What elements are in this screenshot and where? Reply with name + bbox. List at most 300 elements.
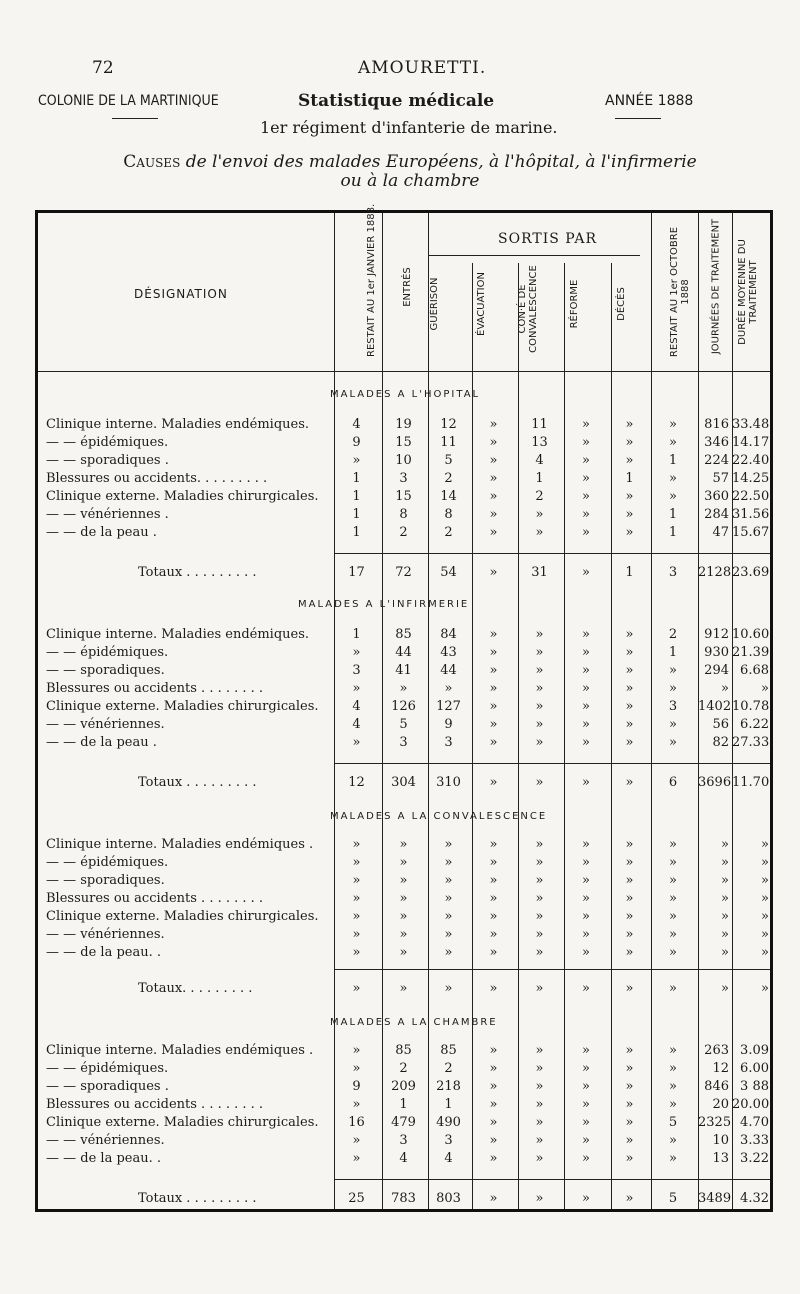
cell-value: 1 (352, 489, 361, 504)
cell-value: » (489, 927, 498, 942)
cell-value: » (625, 927, 634, 942)
cell-value: » (625, 453, 634, 468)
cell-value: » (721, 945, 729, 960)
cell-value: » (535, 1097, 544, 1112)
cell-value: » (535, 891, 544, 906)
cell-value: » (761, 837, 769, 852)
cell-value: » (352, 735, 361, 750)
cell-value: » (721, 681, 729, 696)
cell-value: 490 (436, 1115, 461, 1130)
row-label: — — vénériennes. (46, 1133, 165, 1148)
cell-value: 294 (704, 663, 729, 678)
row-label: Blessures ou accidents. . . . . . . . . (46, 471, 268, 486)
cell-value: 85 (395, 1043, 412, 1058)
cell-value: » (535, 1115, 544, 1130)
row-label: — — vénériennes. (46, 927, 165, 942)
cell-value: » (352, 645, 361, 660)
cell-value: » (489, 873, 498, 888)
cell-value: 14 (440, 489, 457, 504)
cell-value: 1 (668, 453, 678, 468)
table-row (38, 1133, 776, 1151)
cell-value: » (582, 1115, 590, 1130)
cell-value: » (669, 891, 677, 906)
table-row (38, 1151, 776, 1169)
regiment-subtitle: 1er régiment d'infanterie de marine. (260, 118, 558, 137)
cell-value: » (582, 945, 590, 960)
cell-value: 44 (395, 645, 412, 660)
sortis-rule (428, 255, 640, 256)
cell-value: » (444, 891, 453, 906)
cell-value: » (535, 837, 544, 852)
cell-value: 21.39 (732, 645, 770, 660)
cell-value: » (721, 909, 729, 924)
cell-value: » (669, 1061, 677, 1076)
cell-value: 3696 (698, 775, 732, 790)
cell-value: » (625, 1151, 634, 1166)
cell-value: » (761, 855, 769, 870)
cell-value: » (444, 909, 453, 924)
cell-value: 3 (352, 663, 361, 678)
cell-value: 6 (668, 775, 678, 790)
cell-value: » (444, 927, 453, 942)
cell-value: » (582, 489, 590, 504)
cell-value: 1 (625, 471, 634, 486)
row-label: — — de la peau . (46, 735, 157, 750)
row-label: Clinique interne. Maladies endémiques . (46, 1043, 314, 1058)
cell-value: 10 (395, 453, 412, 468)
cell-value: 57 (712, 471, 729, 486)
cell-value: » (582, 453, 590, 468)
reforme-header: RÉFORME (569, 279, 580, 329)
cell-value: 284 (704, 507, 729, 522)
cell-value: 11.70 (732, 775, 770, 790)
cell-value: 15 (395, 489, 412, 504)
cell-value: 12 (348, 775, 365, 790)
cell-value: 3 (399, 735, 408, 750)
cell-value: » (399, 681, 408, 696)
cell-value: » (669, 1133, 677, 1148)
cell-value: » (399, 927, 408, 942)
cell-value: » (535, 717, 544, 732)
section-title: MALADES A L'HOPITAL (330, 389, 481, 400)
totals-row (38, 981, 776, 999)
cell-value: » (489, 645, 498, 660)
cell-value: » (535, 1061, 544, 1076)
cell-value: » (352, 1061, 361, 1076)
totals-rule (334, 1179, 770, 1180)
cell-value: » (535, 1151, 544, 1166)
cell-value: 1 (399, 1097, 408, 1112)
cell-value: » (489, 699, 498, 714)
cell-value: » (721, 855, 729, 870)
cell-value: 25 (348, 1191, 365, 1206)
sortis-header: SORTIS PAR (498, 231, 598, 247)
table-row (38, 873, 776, 891)
cell-value: 82 (712, 735, 729, 750)
cell-value: » (489, 1079, 498, 1094)
cell-value: » (669, 1151, 677, 1166)
cell-value: 11 (531, 417, 548, 432)
cell-value: » (352, 1151, 361, 1166)
cell-value: 346 (704, 435, 729, 450)
cell-value: 10.60 (732, 627, 770, 642)
cell-value: » (489, 855, 498, 870)
cell-value: 47 (712, 525, 729, 540)
cell-value: » (582, 1133, 590, 1148)
cell-value: 1 (352, 627, 361, 642)
cell-value: » (625, 873, 634, 888)
cell-value: 41 (395, 663, 412, 678)
cell-value: » (625, 699, 634, 714)
cell-value: » (669, 681, 677, 696)
cell-value: 33.48 (732, 417, 770, 432)
designation-header: DÉSIGNATION (134, 287, 228, 301)
causes-word: Causes (123, 152, 181, 172)
cell-value: » (489, 435, 498, 450)
cell-value: 3 (399, 1133, 408, 1148)
cell-value: » (352, 1133, 361, 1148)
row-label: — — de la peau. . (46, 1151, 161, 1166)
cell-value: » (761, 981, 769, 996)
cell-value: » (625, 1115, 634, 1130)
cell-value: 85 (440, 1043, 457, 1058)
table-row (38, 453, 776, 471)
cell-value: » (535, 927, 544, 942)
cell-value: » (761, 891, 769, 906)
restait-octobre-header: RESTAIT AU 1er OCTOBRE 1888 (669, 226, 691, 358)
row-label: Clinique externe. Maladies chirurgicales. (46, 1115, 319, 1130)
cell-value: 4 (352, 699, 361, 714)
cell-value: » (399, 855, 408, 870)
cell-value: 14.25 (732, 471, 770, 486)
cell-value: » (535, 627, 544, 642)
cell-value: » (669, 435, 677, 450)
cell-value: 2 (444, 471, 453, 486)
cell-value: 27.33 (732, 735, 770, 750)
cell-value: » (489, 837, 498, 852)
cell-value: » (535, 855, 544, 870)
cell-value: » (582, 717, 590, 732)
table-row (38, 735, 776, 753)
cell-value: » (669, 945, 677, 960)
cell-value: 5 (668, 1191, 678, 1206)
cell-value: 304 (391, 775, 416, 790)
cell-value: 930 (704, 645, 729, 660)
cell-value: » (625, 435, 634, 450)
row-label: Clinique interne. Maladies endémiques. (46, 627, 310, 642)
cell-value: » (625, 1079, 634, 1094)
deces-header: DÉCÈS (616, 287, 627, 321)
cell-value: » (625, 837, 634, 852)
cell-value: » (352, 1097, 361, 1112)
row-label: — — sporadiques. (46, 663, 165, 678)
cell-value: 3 (399, 471, 408, 486)
cell-value: » (582, 873, 590, 888)
cell-value: » (669, 1079, 677, 1094)
cell-value: 4 (352, 417, 361, 432)
cell-value: » (352, 453, 361, 468)
cell-value: 4 (352, 717, 361, 732)
cell-value: » (444, 873, 453, 888)
cell-value: » (625, 717, 634, 732)
cell-value: » (535, 1191, 544, 1206)
cell-value: » (582, 627, 590, 642)
cell-value: » (625, 1191, 634, 1206)
table-row (38, 471, 776, 489)
cell-value: » (399, 837, 408, 852)
cell-value: » (625, 1097, 634, 1112)
cell-value: » (582, 1043, 590, 1058)
cell-value: » (625, 891, 634, 906)
cell-value: » (761, 945, 769, 960)
cell-value: 20.00 (732, 1097, 770, 1112)
cell-value: » (535, 1079, 544, 1094)
cell-value: 72 (395, 565, 412, 580)
cell-value: » (721, 981, 729, 996)
cell-value: » (582, 735, 590, 750)
cell-value: 912 (704, 627, 729, 642)
cell-value: » (582, 525, 590, 540)
row-label: — — vénériennes . (46, 507, 169, 522)
cell-value: 263 (704, 1043, 729, 1058)
cell-value: » (535, 1133, 544, 1148)
cell-value: 1 (352, 471, 361, 486)
section-title: MALADES A LA CONVALESCENCE (330, 811, 548, 822)
cell-value: » (489, 1191, 498, 1206)
cell-value: » (582, 471, 590, 486)
totals-rule (334, 553, 770, 554)
totals-rule (334, 969, 770, 970)
cell-value: » (625, 909, 634, 924)
cell-value: 224 (704, 453, 729, 468)
totals-row (38, 565, 776, 583)
cell-value: » (399, 891, 408, 906)
cell-value: » (582, 837, 590, 852)
totals-row (38, 775, 776, 793)
cell-value: » (625, 489, 634, 504)
causes-caption (100, 153, 720, 191)
row-label: Totaux . . . . . . . . . (138, 1191, 257, 1206)
cell-value: » (669, 837, 677, 852)
cell-value: » (535, 775, 544, 790)
cell-value: 10.78 (732, 699, 770, 714)
cell-value: » (582, 681, 590, 696)
table-row (38, 417, 776, 435)
cell-value: 1402 (698, 699, 732, 714)
cell-value: » (489, 489, 498, 504)
cell-value: 2 (399, 525, 408, 540)
cell-value: » (582, 645, 590, 660)
cell-value: » (625, 855, 634, 870)
journees-header: JOURNÉES DE TRAITEMENT (710, 218, 722, 355)
cell-value: » (399, 909, 408, 924)
cell-value: 31 (531, 565, 548, 580)
cell-value: » (669, 489, 677, 504)
row-label: Clinique interne. Maladies endémiques . (46, 837, 314, 852)
guerison-header: GUÉRISON (429, 277, 440, 331)
row-label: — — épidémiques. (46, 1061, 169, 1076)
cell-value: » (535, 507, 544, 522)
cell-value: » (444, 981, 453, 996)
cell-value: » (352, 873, 361, 888)
table-row (38, 909, 776, 927)
cell-value: 85 (395, 627, 412, 642)
cell-value: 218 (436, 1079, 461, 1094)
cell-value: » (489, 909, 498, 924)
cell-value: 13 (531, 435, 548, 450)
cell-value: » (489, 717, 498, 732)
table-row (38, 717, 776, 735)
table-row (38, 837, 776, 855)
cell-value: » (582, 855, 590, 870)
cell-value: 8 (444, 507, 453, 522)
cell-value: » (489, 471, 498, 486)
cell-value: » (489, 1061, 498, 1076)
row-label: — — épidémiques. (46, 435, 169, 450)
row-label: Clinique externe. Maladies chirurgicales. (46, 699, 319, 714)
totals-row (38, 1191, 776, 1209)
cell-value: 9 (352, 1079, 361, 1094)
entres-header: ENTRÉS (402, 267, 413, 307)
cell-value: 13 (712, 1151, 729, 1166)
cell-value: » (352, 981, 361, 996)
cell-value: 1 (444, 1097, 453, 1112)
cell-value: » (489, 525, 498, 540)
cell-value: » (535, 681, 544, 696)
cell-value: 19 (395, 417, 412, 432)
causes-text: de l'envoi des malades Européens, à l'hôpital, à l'infirmerie (185, 152, 697, 172)
table-row (38, 927, 776, 945)
right-rule (615, 118, 661, 119)
cell-value: 3489 (698, 1191, 732, 1206)
left-rule (112, 118, 158, 119)
cell-value: 10 (712, 1133, 729, 1148)
cell-value: 2 (668, 627, 678, 642)
row-label: — — épidémiques. (46, 645, 169, 660)
row-label: Totaux. . . . . . . . . (138, 981, 253, 996)
cell-value: 1 (625, 565, 634, 580)
cell-value: » (489, 981, 498, 996)
cell-value: » (582, 927, 590, 942)
cell-value: » (582, 1061, 590, 1076)
cell-value: » (535, 945, 544, 960)
cell-value: » (625, 507, 634, 522)
cell-value: » (625, 1133, 634, 1148)
cell-value: » (489, 1115, 498, 1130)
cell-value: 31.56 (732, 507, 770, 522)
table-row (38, 699, 776, 717)
cell-value: 22.50 (732, 489, 770, 504)
cell-value: 6.22 (740, 717, 769, 732)
cell-value: » (721, 927, 729, 942)
cell-value: » (582, 891, 590, 906)
cell-value: » (489, 1043, 498, 1058)
cell-value: » (625, 981, 634, 996)
table-row (38, 681, 776, 699)
cell-value: » (352, 891, 361, 906)
cell-value: » (625, 645, 634, 660)
row-label: — — vénériennes. (46, 717, 165, 732)
table-row (38, 663, 776, 681)
cell-value: » (352, 837, 361, 852)
cell-value: » (535, 699, 544, 714)
cell-value: 1 (668, 507, 678, 522)
cell-value: » (399, 945, 408, 960)
cell-value: 22.40 (732, 453, 770, 468)
year-heading: ANNÉE 1888 (605, 93, 694, 109)
cell-value: 56 (712, 717, 729, 732)
cell-value: 4.32 (740, 1191, 769, 1206)
cell-value: » (625, 1061, 634, 1076)
cell-value: 5 (444, 453, 453, 468)
cell-value: » (625, 775, 634, 790)
cell-value: 44 (440, 663, 457, 678)
cell-value: 12 (440, 417, 457, 432)
cell-value: » (352, 945, 361, 960)
cell-value: » (444, 945, 453, 960)
cell-value: » (582, 909, 590, 924)
cell-value: 126 (391, 699, 416, 714)
cell-value: 310 (436, 775, 461, 790)
cell-value: » (489, 507, 498, 522)
cell-value: » (535, 981, 544, 996)
cell-value: 1 (535, 471, 544, 486)
cell-value: » (669, 873, 677, 888)
cell-value: » (399, 873, 408, 888)
cell-value: » (669, 663, 677, 678)
cell-value: 3 (668, 565, 678, 580)
causes-line2: ou à la chambre (340, 171, 480, 191)
cell-value: » (444, 837, 453, 852)
cell-value: » (352, 909, 361, 924)
cell-value: » (761, 909, 769, 924)
section-title: MALADES A L'INFIRMERIE (298, 599, 470, 610)
table-row (38, 1115, 776, 1133)
cell-value: » (761, 681, 769, 696)
cell-value: 846 (704, 1079, 729, 1094)
cell-value: » (489, 1151, 498, 1166)
cell-value: 4 (444, 1151, 453, 1166)
cell-value: 15 (395, 435, 412, 450)
cell-value: 14.17 (732, 435, 770, 450)
table-row (38, 1097, 776, 1115)
statistics-title: Statistique médicale (298, 91, 495, 111)
row-label: — — sporadiques . (46, 453, 169, 468)
cell-value: » (535, 645, 544, 660)
cell-value: 3.22 (740, 1151, 769, 1166)
cell-value: » (625, 735, 634, 750)
cell-value: » (625, 1043, 634, 1058)
cell-value: » (489, 945, 498, 960)
table-row (38, 507, 776, 525)
cell-value: 11 (440, 435, 457, 450)
statistics-table (35, 203, 773, 1212)
row-label: — — de la peau. . (46, 945, 161, 960)
cell-value: » (669, 735, 677, 750)
row-label: Blessures ou accidents . . . . . . . . (46, 1097, 264, 1112)
cell-value: 1 (352, 507, 361, 522)
cell-value: » (625, 663, 634, 678)
cell-value: » (535, 735, 544, 750)
cell-value: » (535, 1043, 544, 1058)
cell-value: » (721, 837, 729, 852)
cell-value: » (669, 1097, 677, 1112)
cell-value: » (582, 1151, 590, 1166)
row-label: Totaux . . . . . . . . . (138, 565, 257, 580)
cell-value: 4.70 (740, 1115, 769, 1130)
cell-value: » (444, 855, 453, 870)
cell-value: 816 (704, 417, 729, 432)
